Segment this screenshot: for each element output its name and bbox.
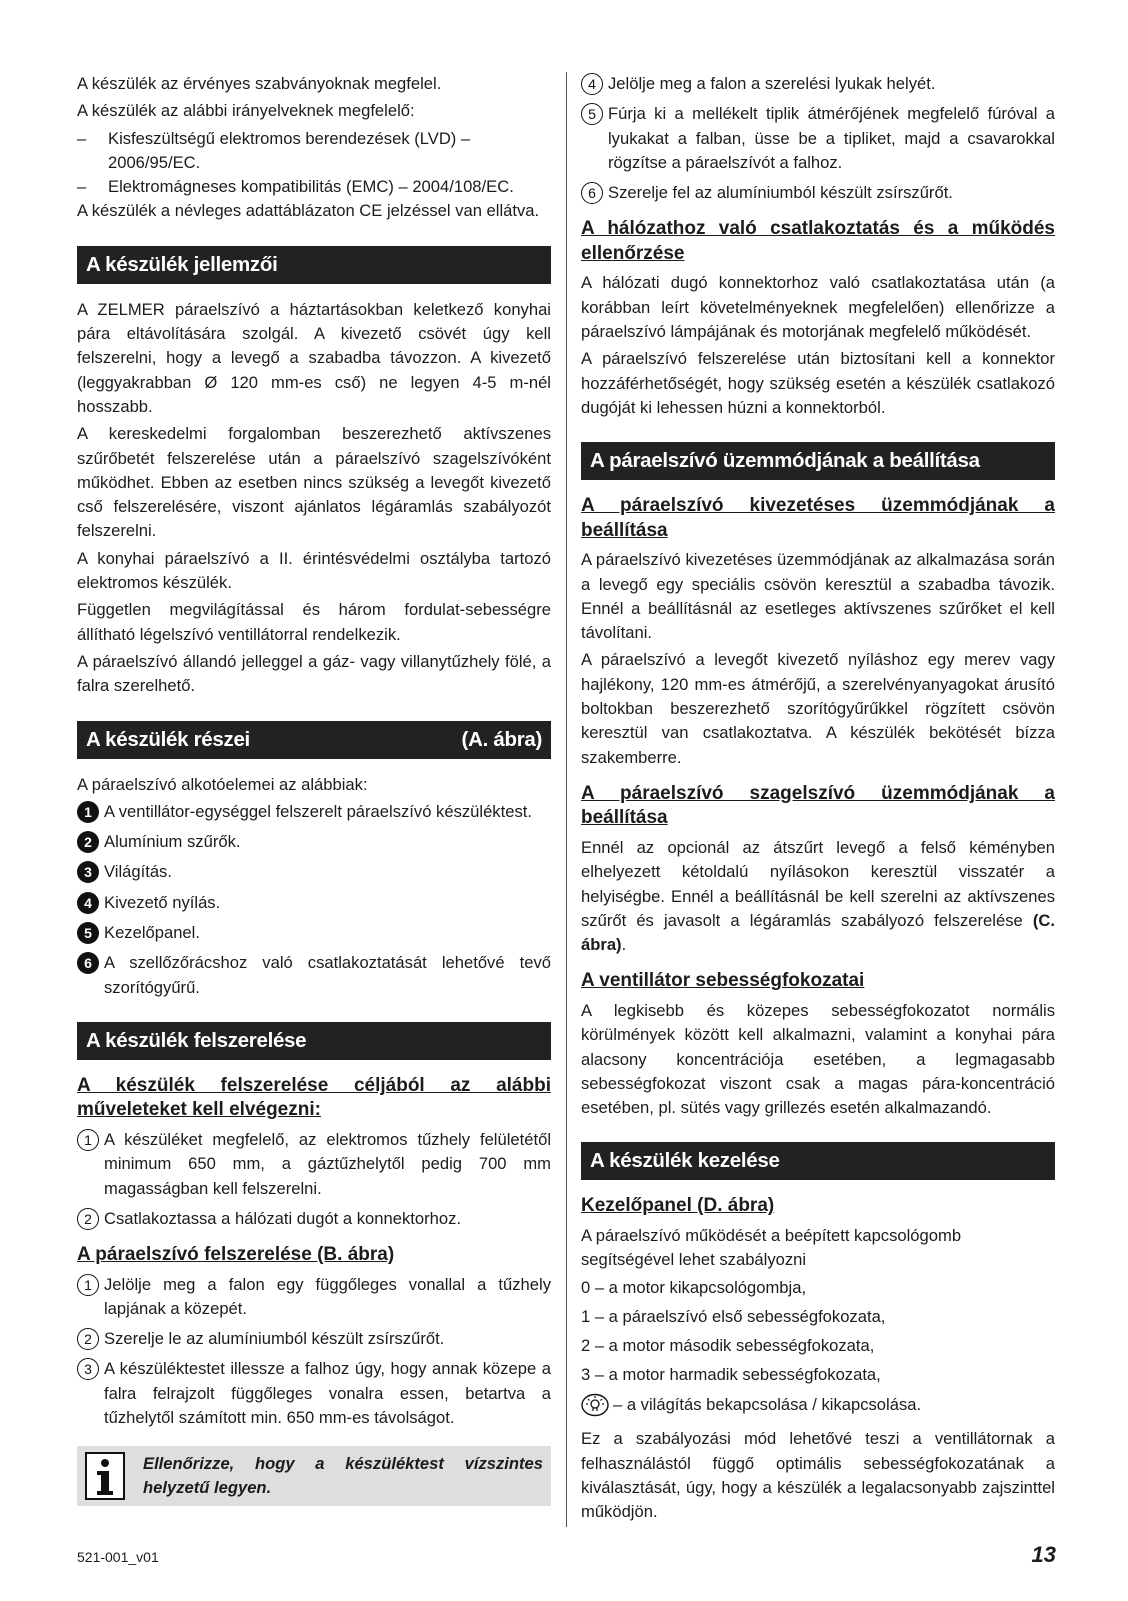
features-paragraph-4: Független megvilágítással és három fordulat-sebességre állítható légelszívó ventillátorral rendelkezik. <box>77 600 551 644</box>
document-code: 521-001_v01 <box>77 1549 159 1565</box>
figure-c-ref: (C. ábra) <box>581 910 1055 955</box>
item-number-badge: 1 <box>77 801 99 823</box>
install-subheading: A készülék felszerelése céljából az alábbi műveleteket kell elvégezni: <box>77 1074 551 1121</box>
numbered-item <box>77 891 551 915</box>
numbered-item <box>77 1273 551 1322</box>
item-number-badge: 3 <box>77 861 99 883</box>
recirculation-mode-subheading: A páraelszívó szagelszívó üzemmódjának a beállítása <box>581 782 1055 829</box>
info-note <box>77 1446 551 1506</box>
features-paragraph-5: A páraelszívó állandó jelleggel a gáz- vagy villanytűzhely fölé, a falra szerelhető. <box>77 651 551 696</box>
section-title-modes: A páraelszívó üzemmódjának a beállítása <box>581 442 1055 480</box>
section-title-features: A készülék jellemzői <box>77 246 551 284</box>
item-number-badge: 2 <box>77 1328 99 1350</box>
numbered-item <box>77 921 551 945</box>
numbered-item <box>77 1357 551 1430</box>
network-paragraph-1: A hálózati dugó konnektorhoz való csatlakoztatása után (a korábban leírt követelményeknek megfelelően) ellenőrizze a páraelszívó lámpájának és motorjának megfelelő működését. <box>581 273 1055 342</box>
numbered-item <box>77 1207 551 1231</box>
recirculation-mode-paragraph: Ennél az opcionál az átszűrt levegő a felső kéményben elhelyezett kétoldalú nyílásokon keresztül visszatér a helyiségbe. Ennél a beállításnál be kell szerelni az aktívszenes szűrőt és javasolt a légáramlás szabályozó felszerelése (C. ábra). <box>581 837 1055 955</box>
item-number-badge: 5 <box>581 103 603 125</box>
item-number-badge: 6 <box>77 952 99 974</box>
item-number-badge: 2 <box>77 1208 99 1230</box>
item-number-badge: 4 <box>581 73 603 95</box>
item-number-badge: 2 <box>77 831 99 853</box>
section-title-install: A készülék felszerelése <box>77 1022 551 1060</box>
item-number-badge: 4 <box>77 892 99 914</box>
right-column <box>581 72 1055 1527</box>
exhaust-mode-paragraph-1: A páraelszívó kivezetéses üzemmódjának az alkalmazása során a levegő egy speciális csövön keresztül a szabadba távozik. Ennél a beállításnál az esetleges aktívszenes szűrőket el kell távolítani. <box>581 550 1055 643</box>
parts-list <box>77 800 551 1000</box>
section-title-parts: A készülék részei (A. ábra) <box>77 721 551 759</box>
control-panel-summary: Ez a szabályozási mód lehetővé teszi a ventillátornak a felhasználástól függő optimális sebességfokozatának a kiválasztását, úgy, hogy a készülék a legalacsonyabb zajszinttel működjön. <box>581 1429 1055 1522</box>
network-paragraph-2: A páraelszívó felszerelése után biztosítani kell a konnektor hozzáférhetőségét, hogy szükség esetén a készülék csatlakozó dugóját ki lehessen húzni a konnektorból. <box>581 349 1055 417</box>
fan-speeds-paragraph: A legkisebb és közepes sebességfokozatot normális körülmények között kell alkalmazni, valamint a konyhai pára alacsony koncentrációja esetében, a legmagasabb sebességfokozat viszont csak a magas pára-koncentráció esetében, pl. sütés vagy grillezés esetén alkalmazandó. <box>581 1000 1055 1118</box>
intro-directives: A készülék az alábbi irányelveknek megfelelő: <box>77 101 415 121</box>
item-number-badge: 6 <box>581 182 603 204</box>
features-paragraph-2: A kereskedelmi forgalomban beszerezhető aktívszenes szűrőbetét felszerelése után a páraelszívó szagelszívóként működhet. Ebben az esetben nincs szükség a levegőt kivezető cső felszerelésére, viszont ajánlatos légáramlás szabályozót felszerelni. <box>77 424 551 541</box>
item-text: Jelölje meg a falon egy függőleges vonallal a tűzhely lapjának a közepét. <box>104 1274 551 1318</box>
item-text: Világítás. <box>104 862 172 882</box>
item-text: A szellőzőrácshoz való csatlakoztatását lehetővé tevő szorítógyűrű. <box>104 953 551 997</box>
left-column <box>77 72 551 1506</box>
light-bulb-icon <box>581 1393 609 1417</box>
control-panel-subheading: Kezelőpanel (D. ábra) <box>581 1195 775 1217</box>
control-panel-intro: A páraelszívó működését a beépített kapcsológomb segítségével lehet szabályozni <box>581 1225 962 1270</box>
item-text: Alumínium szűrők. <box>104 832 241 852</box>
numbered-item <box>77 951 551 1000</box>
column-divider <box>566 72 567 1527</box>
item-number-badge: 1 <box>77 1274 99 1296</box>
intro-ce-marking: A készülék a névleges adattáblázaton CE jelzéssel van ellátva. <box>77 201 540 221</box>
control-line-3: 3 – a motor harmadik sebességfokozata, <box>581 1365 881 1385</box>
item-text: Kezelőpanel. <box>104 923 200 943</box>
network-subheading: A hálózathoz való csatlakoztatás és a működés ellenőrzése <box>581 218 1055 264</box>
item-text: A ventillátor-egységgel felszerelt páraelszívó készüléktest. <box>104 801 532 821</box>
exhaust-mode-paragraph-2: A páraelszívó a levegőt kivezető nyíláshoz egy merev vagy hajlékony, 120 mm-es átmérőjű, a szerelvényanyagokat árusító boltokban beszerezhető szorítógyűrűkkel rögzített csövön keresztül van csatlakoztatva. A készülék bekötését bízza szakemberre. <box>581 650 1055 767</box>
numbered-item <box>77 830 551 854</box>
control-line-light: – a világítás bekapcsolása / kikapcsolása. <box>581 1393 1055 1418</box>
item-text: Csatlakoztassa a hálózati dugót a konnektorhoz. <box>104 1208 461 1228</box>
mounting-steps <box>77 1273 551 1431</box>
numbered-item <box>581 72 1055 96</box>
exhaust-mode-subheading: A páraelszívó kivezetéses üzemmódjának a beállítása <box>581 495 1055 541</box>
control-line-0: 0 – a motor kikapcsológombja, <box>581 1277 807 1297</box>
info-icon <box>85 1452 125 1500</box>
item-number-badge: 1 <box>77 1129 99 1151</box>
page-number: 13 <box>1031 1542 1056 1567</box>
numbered-item <box>77 800 551 824</box>
features-paragraph-1: A ZELMER páraelszívó a háztartásokban keletkező konyhai pára eltávolítására szolgál. A kivezető csövét úgy kell felszerelni, hogy a levegő a szabadba távozzon. A kivezető (leggyakrabban Ø 120 mm-es cső) ne legyen 4-5 m-nél hosszabb. <box>77 299 551 416</box>
numbered-item <box>77 860 551 884</box>
numbered-item <box>77 1128 551 1201</box>
item-number-badge: 3 <box>77 1358 99 1380</box>
numbered-item <box>581 181 1055 205</box>
features-paragraph-3: A konyhai páraelszívó a II. érintésvédelmi osztályba tartozó elektromos készülék. <box>77 548 551 593</box>
item-number-badge: 5 <box>77 922 99 944</box>
mounting-steps-continued <box>581 72 1055 205</box>
parts-intro: A páraelszívó alkotóelemei az alábbiak: <box>77 774 368 794</box>
numbered-item <box>581 102 1055 175</box>
item-text: Szerelje fel az alumíniumból készült zsírszűrőt. <box>608 183 953 203</box>
item-text: Jelölje meg a falon a szerelési lyukak helyét. <box>608 74 936 93</box>
fan-speeds-subheading: A ventillátor sebességfokozatai <box>581 970 865 992</box>
control-line-2: 2 – a motor második sebességfokozata, <box>581 1336 875 1356</box>
item-text: Szerelje le az alumíniumból készült zsírszűrőt. <box>104 1329 445 1349</box>
control-line-1: 1 – a páraelszívó első sebességfokozata, <box>581 1306 886 1326</box>
item-text: A készüléket megfelelő, az elektromos tűzhely felületétől minimum 650 mm, a gáztűzhelytől pedig 700 mm magasságban kell felszerelni. <box>104 1129 551 1198</box>
item-text: Fúrja ki a mellékelt tiplik átmérőjének megfelelő fúróval a lyukakat a falban, üsse be a tipliket, majd a csavarokkal rögzítse a páraelszívót a falhoz. <box>608 104 1055 172</box>
parts-figure-ref: (A. ábra) <box>461 727 542 751</box>
numbered-item <box>77 1327 551 1351</box>
mounting-subheading: A páraelszívó felszerelése (B. ábra) <box>77 1244 395 1266</box>
item-text: Kivezető nyílás. <box>104 892 221 912</box>
directive-lvd: – Kisfeszültségű elektromos berendezések (LVD) – 2006/95/EC. <box>77 128 471 172</box>
intro-standards: A készülék az érvényes szabványoknak megfelel. <box>77 74 442 93</box>
item-text: A készüléktestet illessze a falhoz úgy, hogy annak közepe a falra felrajzolt függőleges vonalra essen, betartva a tűzhelytől számított min. 650 mm-es távolságot. <box>104 1359 551 1428</box>
info-note-text: Ellenőrizze, hogy a készüléktest vízszintes helyzetű legyen. <box>143 1454 543 1498</box>
section-title-operation: A készülék kezelése <box>581 1142 1055 1180</box>
directive-emc: – Elektromágneses kompatibilitás (EMC) – 2004/108/EC. <box>77 177 514 197</box>
install-steps <box>77 1128 551 1231</box>
